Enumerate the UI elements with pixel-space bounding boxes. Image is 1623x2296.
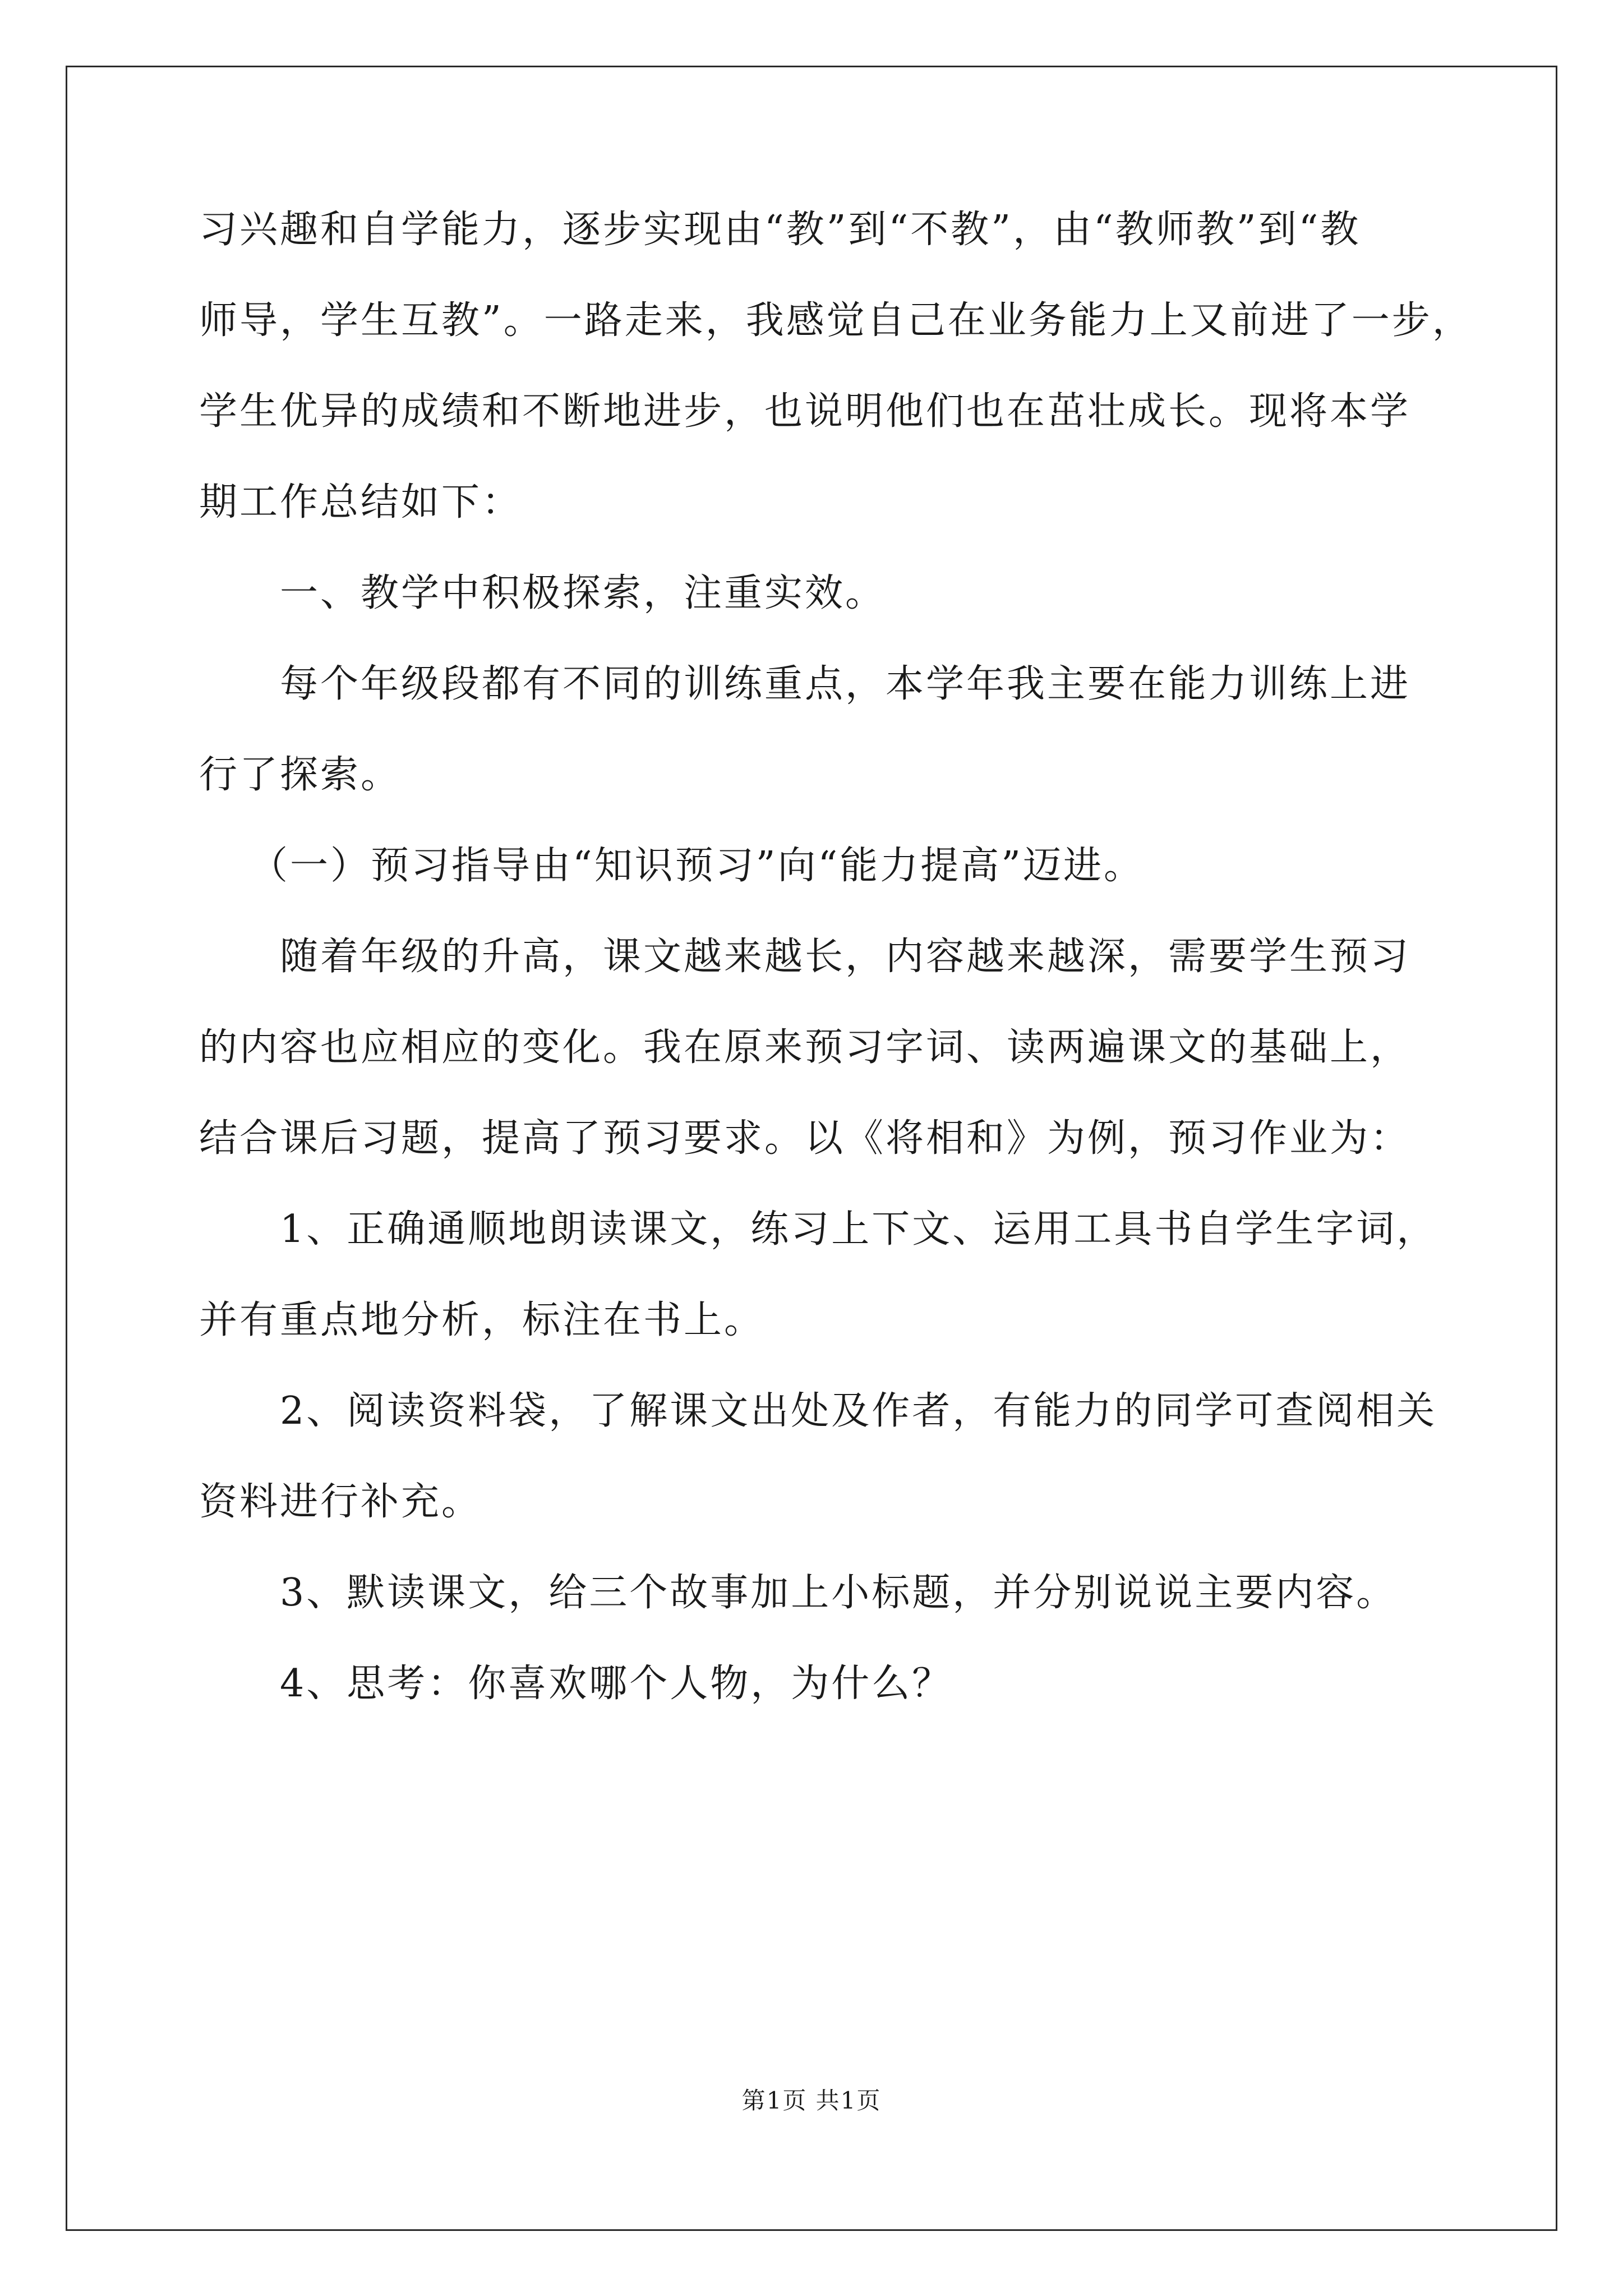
text-line: 并有重点地分析，标注在书上。 <box>199 1298 765 1342</box>
list-item: 1、正确通顺地朗读课文，练习上下文、运用工具书自学生字词， <box>280 1207 1437 1251</box>
text-line: 习兴趣和自学能力，逐步实现由“教”到“不教”，由“教师教”到“教 <box>199 208 1361 252</box>
section-heading: 一、教学中积极探索，注重实效。 <box>280 571 886 615</box>
text-line: 期工作总结如下： <box>199 480 523 524</box>
subsection-heading: （一）预习指导由“知识预习”向“能力提高”迈进。 <box>250 844 1145 888</box>
text-line: 结合课后习题，提高了预习要求。以《将相和》为例，预习作业为： <box>199 1116 1411 1161</box>
text-line: 随着年级的升高，课文越来越长，内容越来越深，需要学生预习 <box>280 935 1411 979</box>
list-item: 3、默读课文，给三个故事加上小标题，并分别说说主要内容。 <box>280 1571 1397 1615</box>
text-line: 每个年级段都有不同的训练重点，本学年我主要在能力训练上进 <box>280 662 1411 706</box>
text-line: 学生优异的成绩和不断地进步，也说明他们也在茁壮成长。现将本学 <box>199 389 1411 434</box>
list-item: 2、阅读资料袋，了解课文出处及作者，有能力的同学可查阅相关 <box>280 1389 1437 1433</box>
text-line: 师导，学生互教”。一路走来，我感觉自己在业务能力上又前进了一步， <box>199 298 1473 343</box>
text-line: 行了探索。 <box>199 753 402 797</box>
text-line: 的内容也应相应的变化。我在原来预习字词、读两遍课文的基础上， <box>199 1025 1411 1070</box>
text-line: 资料进行补充。 <box>199 1480 482 1524</box>
list-item: 4、思考：你喜欢哪个人物，为什么？ <box>280 1662 953 1706</box>
page-number-footer: 第1页 共1页 <box>741 2087 882 2114</box>
